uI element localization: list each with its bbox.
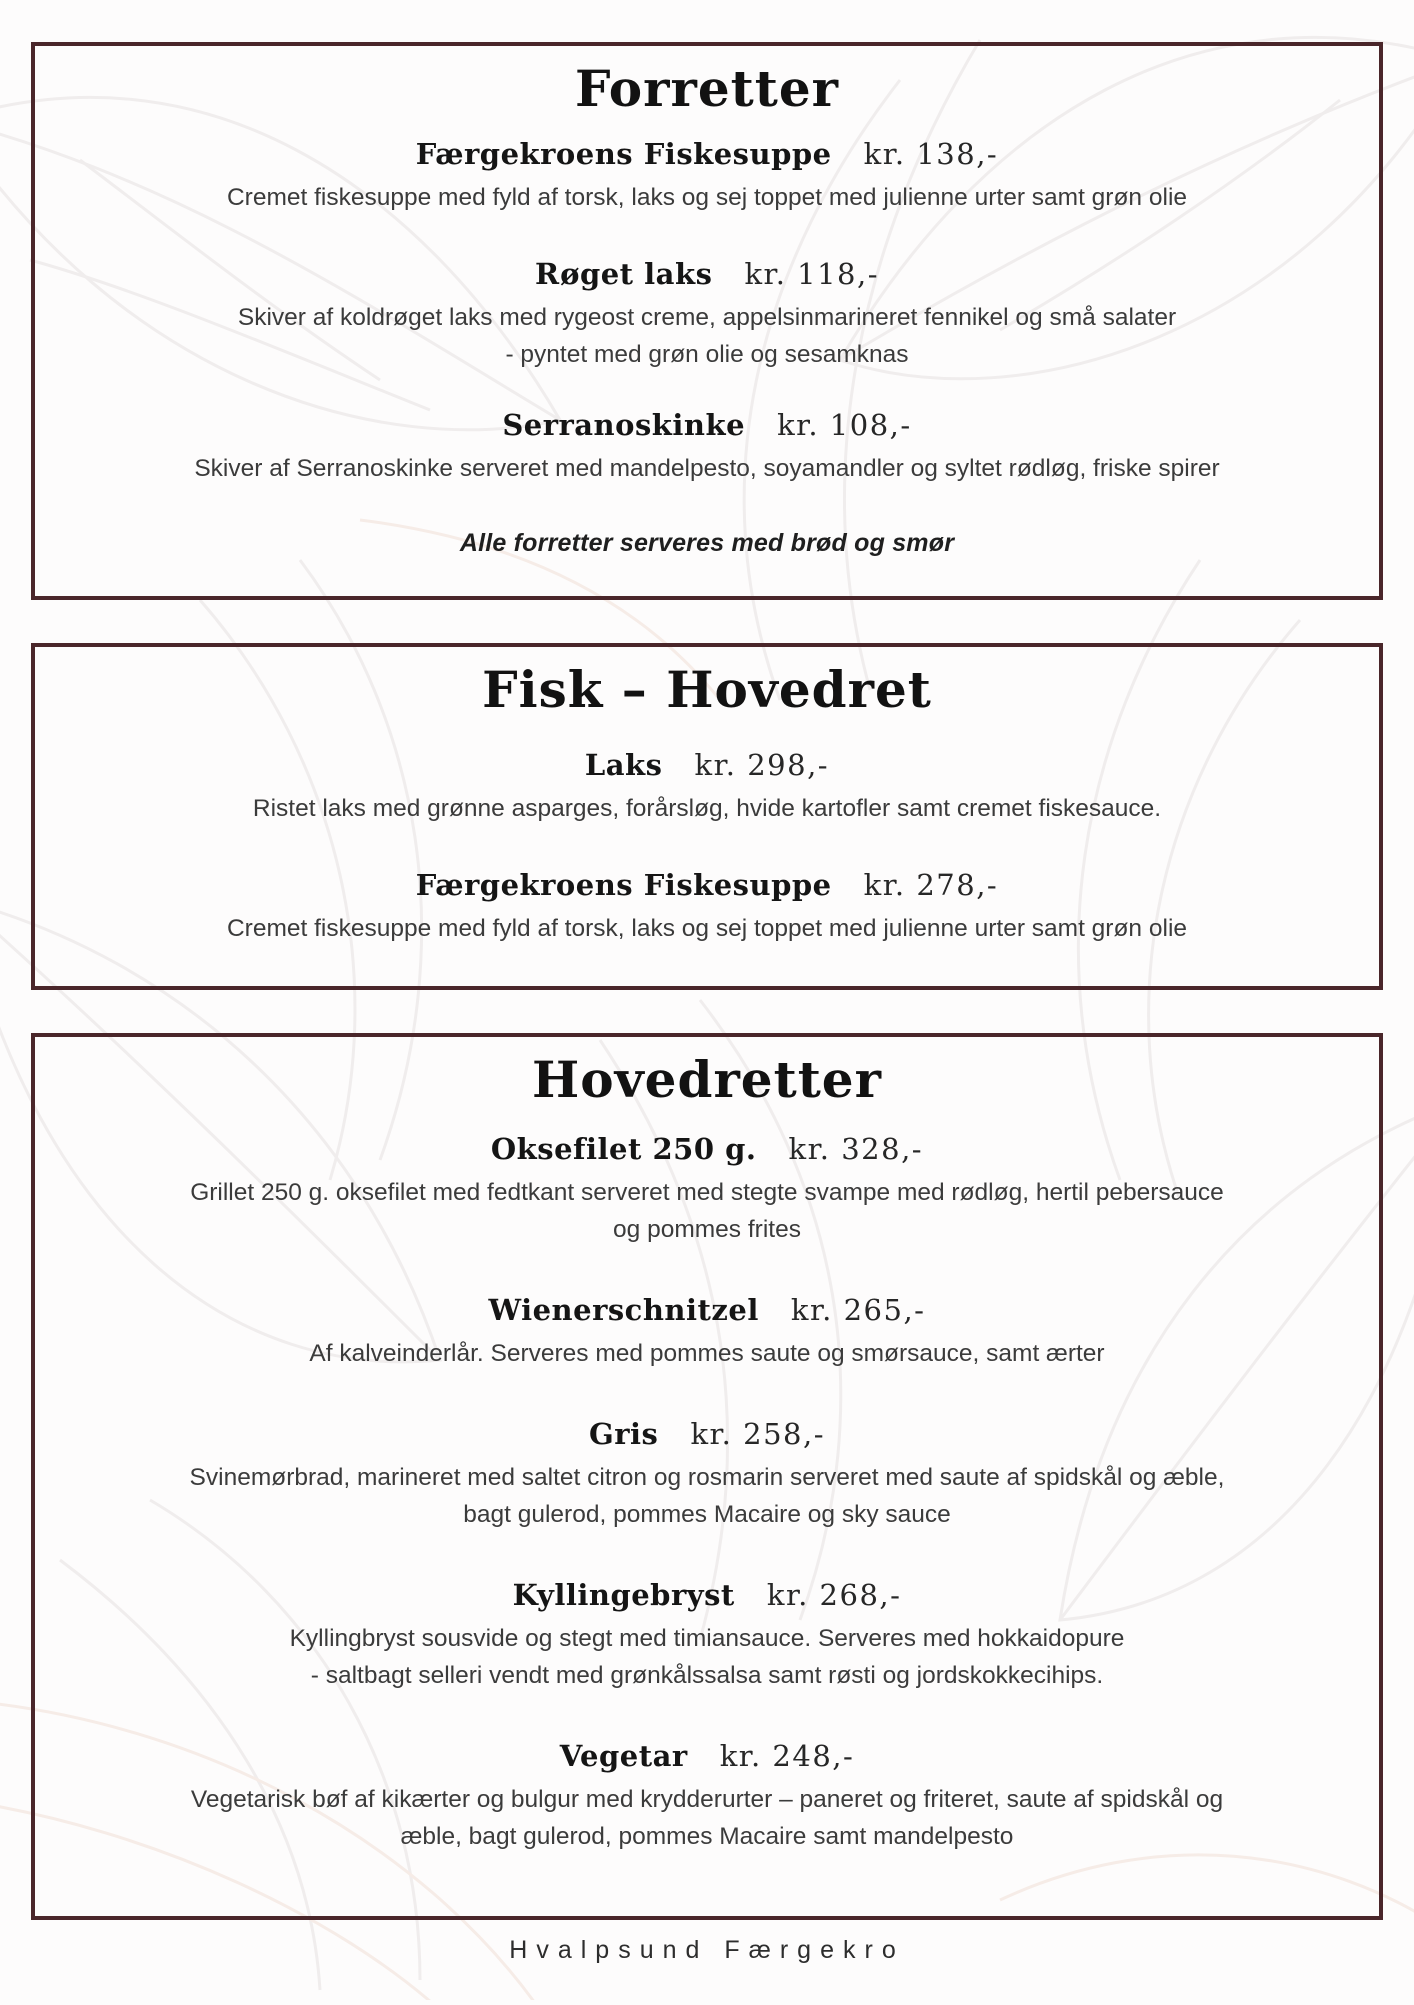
item-header xyxy=(35,256,1379,293)
menu-item-roeget-laks xyxy=(35,256,1379,373)
item-price: kr. 268,- xyxy=(766,1578,902,1612)
menu-item-faergekroens-fiskesuppe xyxy=(35,136,1379,216)
item-name: Røget laks xyxy=(534,257,713,291)
description-line: Cremet fiskesuppe med fyld af torsk, laks og sej toppet med julienne urter samt grøn olie xyxy=(226,184,1188,211)
description-line: - pyntet med grøn olie og sesamknas xyxy=(505,341,909,368)
menu-item-gris xyxy=(35,1416,1379,1533)
section-title-forretter: Forretter xyxy=(575,59,839,118)
section-title-hovedretter: Hovedretter xyxy=(532,1050,882,1109)
item-description xyxy=(35,790,1379,827)
item-price: kr. 118,- xyxy=(744,257,880,291)
menu-item-vegetar xyxy=(35,1738,1379,1855)
menu-item-wienerschnitzel xyxy=(35,1292,1379,1372)
item-price: kr. 298,- xyxy=(694,748,830,782)
item-header xyxy=(35,1738,1379,1775)
description-line: - saltbagt selleri vendt med grønkålssalsa samt røsti og jordskokkecihips. xyxy=(310,1662,1104,1689)
item-name: Gris xyxy=(588,1417,659,1451)
section-fisk-hovedret xyxy=(31,643,1383,990)
item-price: kr. 258,- xyxy=(690,1417,825,1451)
item-price: kr. 278,- xyxy=(863,868,999,902)
item-description xyxy=(35,1335,1379,1372)
description-line: Cremet fiskesuppe med fyld af torsk, laks og sej toppet med julienne urter samt grøn olie xyxy=(226,915,1188,942)
menu-item-serranoskinke xyxy=(35,407,1379,487)
item-price: kr. 108,- xyxy=(777,408,912,442)
description-line: æble, bagt gulerod, pommes Macaire samt mandelpesto xyxy=(400,1823,1014,1850)
item-name: Serranoskinke xyxy=(502,408,746,442)
description-line: Kyllingbryst sousvide og stegt med timiansauce. Serveres med hokkaidopure xyxy=(289,1625,1125,1652)
description-line: bagt gulerod, pommes Macaire og sky sauce xyxy=(463,1501,951,1528)
item-name: Færgekroens Fiskesuppe xyxy=(415,137,832,171)
section-forretter xyxy=(31,42,1383,600)
item-description xyxy=(35,450,1379,487)
section-title-fisk-hovedret: Fisk – Hovedret xyxy=(482,660,932,719)
description-line: Skiver af koldrøget laks med rygeost creme, appelsinmarineret fennikel og små salater xyxy=(237,304,1177,331)
description-line: Af kalveinderlår. Serveres med pommes saute og smørsauce, samt ærter xyxy=(309,1340,1105,1367)
menu-item-oksefilet xyxy=(35,1131,1379,1248)
item-name: Kyllingebryst xyxy=(512,1578,735,1612)
item-price: kr. 265,- xyxy=(790,1293,926,1327)
item-description xyxy=(35,1620,1379,1694)
description-line: Svinemørbrad, marineret med saltet citron og rosmarin serveret med saute af spidskål og æble, xyxy=(189,1464,1225,1491)
description-line: og pommes frites xyxy=(613,1216,801,1243)
item-description xyxy=(35,1781,1379,1855)
item-header xyxy=(35,136,1379,173)
item-price: kr. 138,- xyxy=(863,137,999,171)
description-line: Ristet laks med grønne asparges, forårsløg, hvide kartofler samt cremet fiskesauce. xyxy=(252,795,1162,822)
item-price: kr. 328,- xyxy=(788,1132,924,1166)
item-name: Wienerschnitzel xyxy=(488,1293,759,1327)
item-header xyxy=(35,1292,1379,1329)
item-header xyxy=(35,867,1379,904)
section-note-forretter: Alle forretter serveres med brød og smør xyxy=(459,529,955,557)
item-header xyxy=(35,1416,1379,1453)
menu-item-laks xyxy=(35,747,1379,827)
item-description xyxy=(35,910,1379,947)
item-name: Færgekroens Fiskesuppe xyxy=(415,868,832,902)
restaurant-name-footer: Hvalpsund Færgekro xyxy=(509,1936,905,1964)
item-description xyxy=(35,299,1379,373)
menu-item-faergekroens-fiskesuppe-hovedret xyxy=(35,867,1379,947)
description-line: Grillet 250 g. oksefilet med fedtkant serveret med stegte svampe med rødløg, hertil pebersauce xyxy=(190,1179,1224,1206)
item-name: Laks xyxy=(584,748,663,782)
item-name: Oksefilet 250 g. xyxy=(490,1132,757,1166)
item-description xyxy=(35,1174,1379,1248)
item-price: kr. 248,- xyxy=(719,1739,855,1773)
item-header xyxy=(35,1131,1379,1168)
item-header xyxy=(35,1577,1379,1614)
description-line: Vegetarisk bøf af kikærter og bulgur med krydderurter – paneret og friteret, saute af spidskål og xyxy=(190,1786,1224,1813)
item-header xyxy=(35,407,1379,444)
item-header xyxy=(35,747,1379,784)
description-line: Skiver af Serranoskinke serveret med mandelpesto, soyamandler og syltet rødløg, friske spirer xyxy=(194,455,1220,482)
item-description xyxy=(35,179,1379,216)
item-description xyxy=(35,1459,1379,1533)
item-name: Vegetar xyxy=(559,1739,688,1773)
section-hovedretter xyxy=(31,1033,1383,1920)
menu-item-kyllingebryst xyxy=(35,1577,1379,1694)
